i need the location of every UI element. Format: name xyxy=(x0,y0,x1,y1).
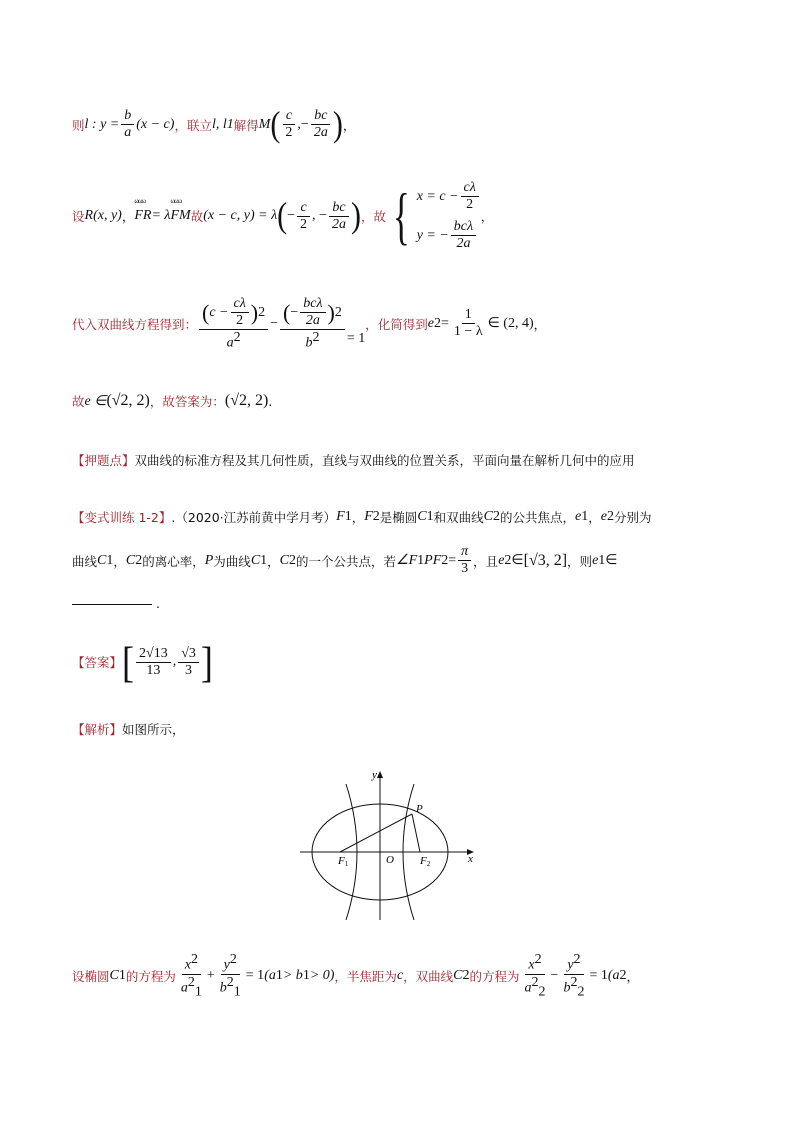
math: − xyxy=(300,116,309,132)
math: e ∈ xyxy=(84,393,107,409)
math: P xyxy=(204,552,214,568)
subscript: 1 xyxy=(106,552,114,568)
math: l : y = xyxy=(84,116,120,132)
numerator: cλ xyxy=(231,296,249,313)
subscript: 2 xyxy=(372,509,380,524)
math: e xyxy=(498,552,505,568)
math: c − xyxy=(209,304,229,320)
math: a xyxy=(524,980,532,996)
text: 故 xyxy=(72,394,85,409)
fraction: $\frac{y^2}{b^2_1}$ xyxy=(219,952,241,1000)
subscript: 2 xyxy=(135,552,143,568)
text: 为曲线 xyxy=(213,553,251,569)
math: b xyxy=(305,335,313,351)
text: 的方程为 xyxy=(125,969,176,985)
numerator: 1 xyxy=(462,307,475,324)
line-7 xyxy=(72,544,617,577)
math: (a xyxy=(264,968,276,984)
math: y = − xyxy=(416,227,449,243)
math: ∈ xyxy=(605,553,618,568)
focus-f2-subscript: 2 xyxy=(426,860,431,868)
subscript: 2 xyxy=(289,552,297,568)
math: l, l xyxy=(211,116,227,132)
section-tag: 【答案】 xyxy=(72,655,123,670)
subscript: 1 xyxy=(417,552,425,568)
point-p-label: P xyxy=(416,803,423,815)
line-9: 【答案】 [ $\frac{2√13}{13}$ , $\frac{√3}{3}$ ] xyxy=(72,638,213,686)
text: 的方程为 xyxy=(469,969,520,985)
section-tag: 【押题点】 xyxy=(72,453,135,468)
fraction xyxy=(136,646,171,679)
math: > 0) xyxy=(309,968,335,984)
math: ∈ xyxy=(511,553,524,568)
text: 曲线 xyxy=(72,553,98,569)
origin-label: O xyxy=(386,854,394,866)
subscript: 1 xyxy=(275,968,283,984)
ellipse-hyperbola-figure xyxy=(298,766,478,924)
x-axis-label: x xyxy=(468,853,473,865)
subscript: 1 xyxy=(260,552,268,568)
math: C xyxy=(417,509,427,524)
line-10 xyxy=(72,720,185,738)
subscript: 1 xyxy=(302,968,310,984)
math: e xyxy=(575,509,582,524)
text: ，且 xyxy=(473,553,499,569)
answer-blank xyxy=(72,603,152,605)
math: C xyxy=(453,968,463,984)
line-6 xyxy=(72,508,652,526)
math: R(x, y) xyxy=(84,208,122,223)
text: 代入双曲线方程得到： xyxy=(72,316,198,332)
math: F xyxy=(364,509,373,524)
fraction xyxy=(451,307,486,340)
fraction: $\frac{y^2}{b^2_2}$ xyxy=(563,952,585,1000)
subscript: 2 xyxy=(619,968,627,984)
math: C xyxy=(250,552,261,568)
text: 如图所示， xyxy=(122,722,185,737)
math: (x − c, y) = λ xyxy=(203,208,278,223)
math: e xyxy=(592,552,599,568)
math: ∈ (2, 4) xyxy=(487,316,534,332)
numerator: c xyxy=(283,108,295,125)
numerator: bcλ xyxy=(300,296,325,313)
denominator: 2 xyxy=(466,197,474,212)
line-8 xyxy=(72,596,160,611)
numerator: bcλ xyxy=(451,219,476,236)
math: b xyxy=(563,980,571,996)
subscript: 1 xyxy=(226,116,234,132)
denominator: 2 xyxy=(300,216,308,232)
math: C xyxy=(125,552,136,568)
line-5 xyxy=(72,451,635,469)
subscript: 1 xyxy=(581,509,589,524)
math: x = c − xyxy=(416,188,459,204)
math: = xyxy=(448,552,457,568)
text: 设 xyxy=(72,209,85,224)
math: x xyxy=(528,957,535,973)
numerator: b xyxy=(121,108,134,125)
subscript: 2 xyxy=(441,552,449,568)
section-tag: 【解析】 xyxy=(72,722,123,737)
denominator: 13 xyxy=(146,662,161,678)
text: 的一个公共点，若 xyxy=(296,553,397,569)
numerator: bc xyxy=(311,108,330,125)
denominator: 2 xyxy=(236,313,244,328)
text: ， xyxy=(626,969,640,985)
math: M xyxy=(258,116,271,132)
text: 故 xyxy=(190,209,204,224)
fraction xyxy=(282,108,295,141)
text: 分别为 xyxy=(613,510,652,525)
math: C xyxy=(109,968,119,984)
numerator: 2√13 xyxy=(136,646,171,663)
math: b xyxy=(219,980,227,996)
numerator: √3 xyxy=(178,646,199,663)
math: PF xyxy=(424,552,442,568)
denominator: 2a xyxy=(313,125,328,140)
text: ，联立 xyxy=(174,117,212,133)
focus-f1-subscript: 1 xyxy=(344,860,349,868)
text: 设椭圆 xyxy=(72,969,110,985)
subscript: 1 xyxy=(598,552,606,568)
math: > b xyxy=(282,968,303,984)
line-11: 设椭圆 C 1 的方程为 $\frac{x^2}{a^2_1}$ + $\frac{y^2}{b^2_1}$ = 1 (a 1 > b 1 > 0) ，半焦距为 c ，双曲线 C 2 的方程为 $\frac{x^2}{a^2_2}$ − $\frac{y^2}{b^2_2}$ = 1 (a 2 ， xyxy=(72,952,640,1000)
y-axis-arrow xyxy=(377,771,383,778)
line-1: 则 l : y = $\frac{b}{a}$ (x − c) ，联立 l, l 1 解得 M ( $\frac{c}{2}$ , − $\frac{bc}{2a}$ ) ， xyxy=(72,104,356,144)
text: 是椭圆 xyxy=(379,510,418,525)
fraction xyxy=(178,646,199,679)
text: ， xyxy=(267,553,280,569)
text: ，双曲线 xyxy=(403,969,454,985)
subscript: 1 xyxy=(426,509,434,524)
subscript: 1 xyxy=(118,968,126,984)
denominator: 3 xyxy=(185,662,193,678)
math: [√3, 2] xyxy=(523,551,568,569)
text: ，化简得到 xyxy=(365,316,428,332)
text: . xyxy=(156,596,160,611)
text: ， xyxy=(533,316,547,332)
math: C xyxy=(97,552,107,568)
math: (√2, 2) xyxy=(224,392,269,409)
subscript: 1 xyxy=(344,509,352,524)
math: y xyxy=(567,957,574,973)
subscript: 2 xyxy=(606,509,614,524)
math: e xyxy=(427,315,435,331)
text: ，故答案为： xyxy=(149,394,225,409)
text: ， xyxy=(342,117,356,133)
brace: { xyxy=(392,180,410,251)
text: ，则 xyxy=(567,553,593,569)
math: ∠F xyxy=(396,553,418,568)
math: (a xyxy=(607,968,620,984)
denominator: 3 xyxy=(461,561,469,576)
math: a xyxy=(226,335,234,351)
subscript: 2 xyxy=(504,552,512,568)
math: = 1 xyxy=(346,330,366,346)
focus-f1-letter: F xyxy=(338,855,345,867)
fraction xyxy=(458,544,471,577)
line-3: 代入双曲线方程得到： ( c − $\frac{c\lambda}{2}$ ) 2 $a^2$ − ( − $\frac{\text{bcλ}}{2a}$ ) 2 $b^2$ = 1 ，化简得到 e 2 = $\frac{1}{1 - \lambda}$ ∈ (2, 4) ， xyxy=(72,296,547,351)
math: y xyxy=(223,957,230,973)
math: e xyxy=(600,509,607,524)
segment-pf1 xyxy=(340,814,412,852)
text: ，半焦距为 xyxy=(334,969,397,985)
text: . xyxy=(268,393,273,409)
vector: ωωω FR xyxy=(134,208,151,224)
numerator: π xyxy=(458,544,471,561)
fraction xyxy=(297,200,310,233)
subscript: 2 xyxy=(493,509,501,524)
math: c xyxy=(396,968,404,984)
fraction: $\frac{x^2}{a^2_1}$ xyxy=(180,952,202,1000)
math: = 1 xyxy=(245,968,265,984)
hyperbola-fraction: ( c − $\frac{c\lambda}{2}$ ) 2 $a^2$ xyxy=(199,296,268,352)
vector: ωωω FM xyxy=(170,208,190,224)
math: (x − c) xyxy=(136,116,175,132)
text: ，故 xyxy=(360,209,386,224)
focus-f2-label xyxy=(419,855,431,868)
math: F xyxy=(336,509,345,524)
line-4 xyxy=(72,392,272,410)
text: ， xyxy=(113,553,126,569)
numerator: cλ xyxy=(461,180,479,197)
paren: ) xyxy=(332,104,343,144)
text: 的离心率， xyxy=(142,553,205,569)
equation-system xyxy=(417,180,481,252)
math: x xyxy=(184,957,191,973)
denominator: 2a xyxy=(331,216,346,232)
fraction xyxy=(311,108,331,141)
math: (√2, 2) xyxy=(106,392,150,409)
text: 则 xyxy=(72,117,85,133)
math: = λ xyxy=(151,208,171,223)
y-axis-label: y xyxy=(372,769,377,781)
paren: ( xyxy=(270,104,281,144)
math: a xyxy=(180,980,188,996)
fraction: $\frac{x^2}{a^2_2}$ xyxy=(524,952,546,1000)
subscript: 2 xyxy=(462,968,470,984)
fraction xyxy=(121,108,134,141)
text: ， xyxy=(588,510,601,525)
denominator: 2a xyxy=(305,313,320,328)
hyperbola-fraction: ( − $\frac{\text{bcλ}}{2a}$ ) 2 $b^2$ xyxy=(280,296,345,352)
numerator: c xyxy=(297,200,309,217)
text: 双曲线的标准方程及其几何性质，直线与双曲线的位置关系，平面向量在解析几何中的应用 xyxy=(134,453,635,468)
text: .（2020·江苏前黄中学月考） xyxy=(171,510,337,525)
denominator: 2a xyxy=(456,236,471,251)
math: C xyxy=(279,552,290,568)
math: C xyxy=(483,509,494,524)
fraction xyxy=(329,200,349,233)
line-2: 设 R(x, y) ， ωωω FR = λ ωωω FM 故 (x − c, y) = λ ( − $\frac{c}{2}$ , − $\frac{bc}{2a}$ ) ，故 { x = c − $\frac{c\lambda}{2}$ y = − $\frac{\text{bcλ}}{2a}$ ， xyxy=(72,180,493,252)
text: 和双曲线 xyxy=(433,510,484,525)
math: = 1 xyxy=(589,968,608,984)
text: ， xyxy=(480,209,494,224)
text: 的公共焦点， xyxy=(500,510,576,525)
text: ， xyxy=(351,510,365,525)
denominator: 1 − λ xyxy=(453,324,483,340)
text: ， xyxy=(121,209,135,224)
focus-f2-letter: F xyxy=(420,855,427,867)
section-tag: 【变式训练 1-2】 xyxy=(72,510,172,525)
text: 解得 xyxy=(233,117,259,133)
focus-f1-label xyxy=(337,855,349,868)
denominator: 2 xyxy=(285,125,293,140)
segment-pf2 xyxy=(412,814,420,852)
denominator: a xyxy=(124,125,132,140)
numerator: bc xyxy=(329,200,348,217)
